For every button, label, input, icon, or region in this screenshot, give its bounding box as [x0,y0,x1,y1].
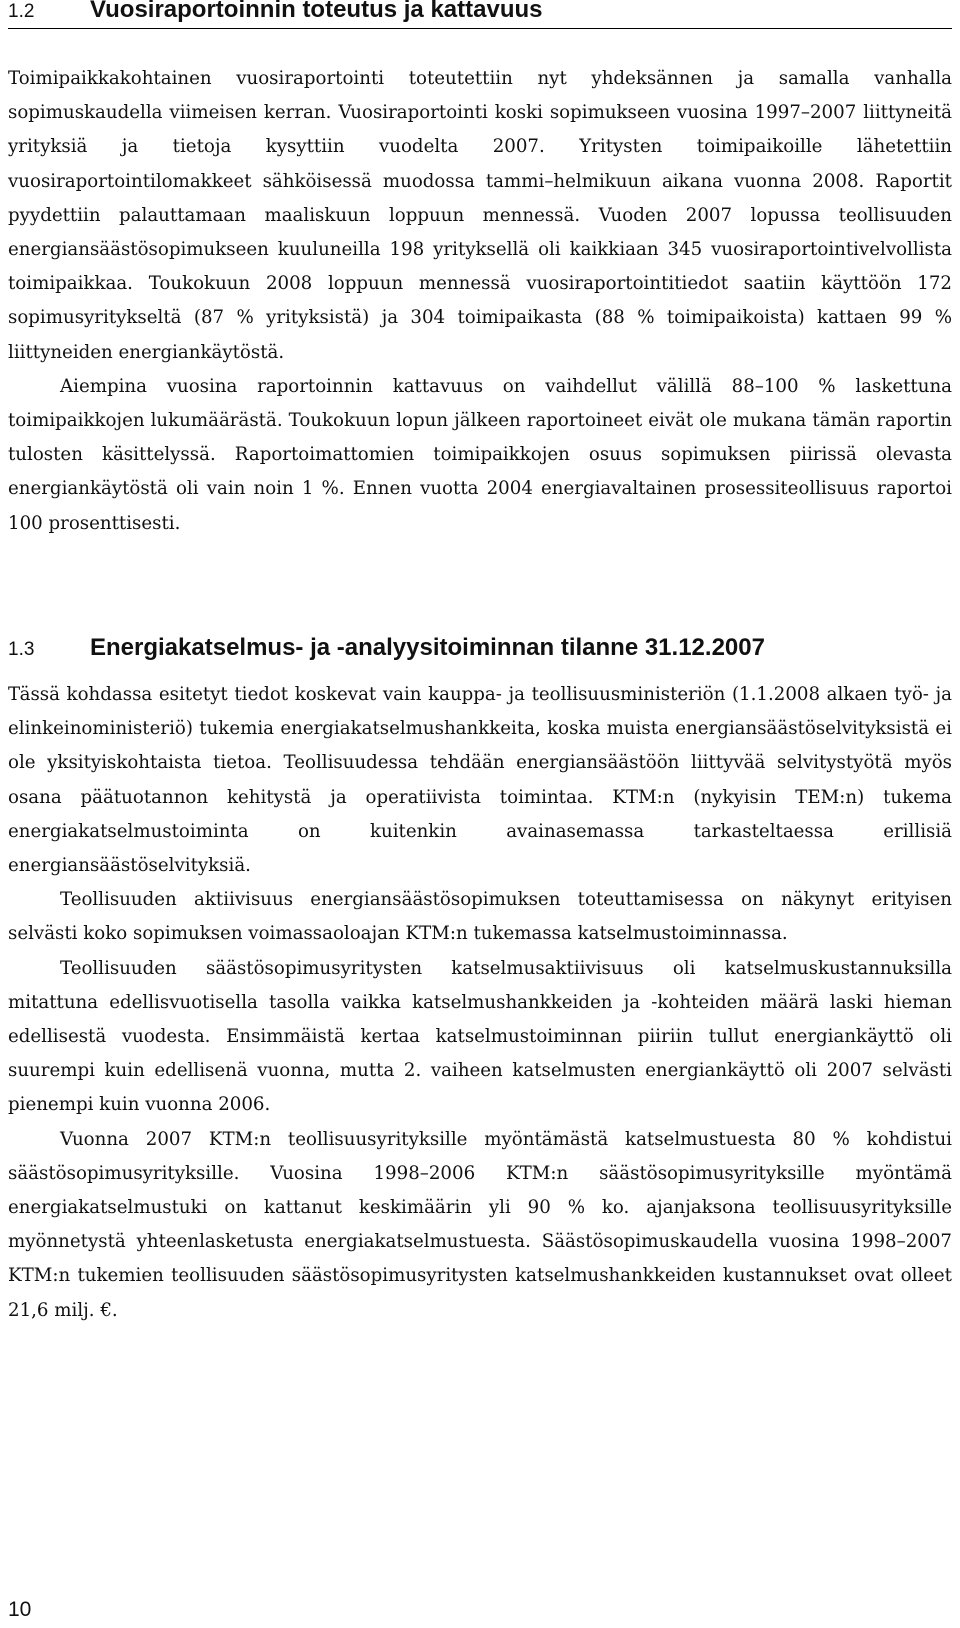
section-1-2-body [8,62,952,541]
section-1-3-body [8,678,952,1328]
section-heading-1-3 [8,634,952,662]
section-number: 1.2 [8,1,35,22]
paragraph: Tässä kohdassa esitetyt tiedot koskevat vain kauppa- ja teollisuusministeriön (1.1.2008 alkaen työ- ja elinkeinoministeriö) tukemia energiakatselmushankkeita, koska muista energiansäästöselvityksistä ei ole yksityiskohtaista tietoa. Teollisuudessa tehdään energiansäästöön liittyvää selvitystyötä myös osana päätuotannon kehitystä ja operatiivista toimintaa. KTM:n (nykyisin TEM:n) tukema energiakatselmustoiminta on kuitenkin avainasemassa tarkasteltaessa erillisiä energiansäästöselvityksiä. [8,684,952,877]
section-heading-1-2 [8,0,952,24]
section-title: Vuosiraportoinnin toteutus ja kattavuus [90,0,543,23]
heading-divider [8,28,952,29]
section-title: Energiakatselmus- ja -analyysitoiminnan tilanne 31.12.2007 [90,634,765,661]
page-number: 10 [8,1598,32,1621]
section-number: 1.3 [8,639,35,660]
paragraph: Teollisuuden aktiivisuus energiansäästösopimuksen toteuttamisessa on näkynyt erityisen selvästi koko sopimuksen voimassaoloajan KTM:n tukemassa katselmustoiminnassa. [8,889,952,945]
paragraph: Teollisuuden säästösopimusyritysten katselmusaktiivisuus oli katselmuskustannuksilla mitattuna edellisvuotisella tasolla vaikka katselmushankkeiden ja -kohteiden määrä laski hieman edellisestä vuodesta. Ensimmäistä kertaa katselmustoiminnan piiriin tullut energiankäyttö oli suurempi kuin edellisenä vuonna, mutta 2. vaiheen katselmusten energiankäyttö oli 2007 selvästi pienempi kuin vuonna 2006. [8,957,952,1116]
paragraph: Vuonna 2007 KTM:n teollisuusyrityksille myöntämästä katselmustuesta 80 % kohdistui säästösopimusyrityksille. Vuosina 1998–2006 KTM:n säästösopimusyrityksille myöntämä energiakatselmustuki on kattanut keskimäärin yli 90 % ko. ajanjaksona teollisuusyrityksille myönnetystä yhteenlasketusta energiakatselmustuesta. Säästösopimuskaudella vuosina 1998–2007 KTM:n tukemien teollisuuden säästösopimusyritysten katselmushankkeiden kustannukset ovat olleet 21,6 milj. €. [8,1128,952,1321]
paragraph: Toimipaikkakohtainen vuosiraportointi toteutettiin nyt yhdeksännen ja samalla vanhalla sopimuskaudella viimeisen kerran. Vuosiraportointi koski sopimukseen vuosina 1997–2007 liittyneitä yrityksiä ja tietoja kysyttiin vuodelta 2007. Yritysten toimipaikoille lähetettiin vuosiraportointilomakkeet sähköisessä muodossa tammi–helmikuun aikana vuonna 2008. Raportit pyydettiin palauttamaan maaliskuun loppuun mennessä. Vuoden 2007 lopussa teollisuuden energiansäästösopimukseen kuuluneilla 198 yrityksellä oli kaikkiaan 345 vuosiraportointivelvollista toimipaikkaa. Toukokuun 2008 loppuun mennessä vuosiraportointitiedot saatiin käyttöön 172 sopimusyritykseltä (87 % yrityksistä) ja 304 toimipaikasta (88 % toimipaikoista) kattaen 99 % liittyneiden energiankäytöstä. [8,68,952,363]
paragraph: Aiempina vuosina raportoinnin kattavuus on vaihdellut välillä 88–100 % laskettuna toimipaikkojen lukumäärästä. Toukokuun lopun jälkeen raportoineet eivät ole mukana tämän raportin tulosten käsittelyssä. Raportoimattomien toimipaikkojen osuus sopimuksen piirissä olevasta energiankäytöstä oli vain noin 1 %. Ennen vuotta 2004 energiavaltainen prosessiteollisuus raportoi 100 prosenttisesti. [8,375,952,534]
